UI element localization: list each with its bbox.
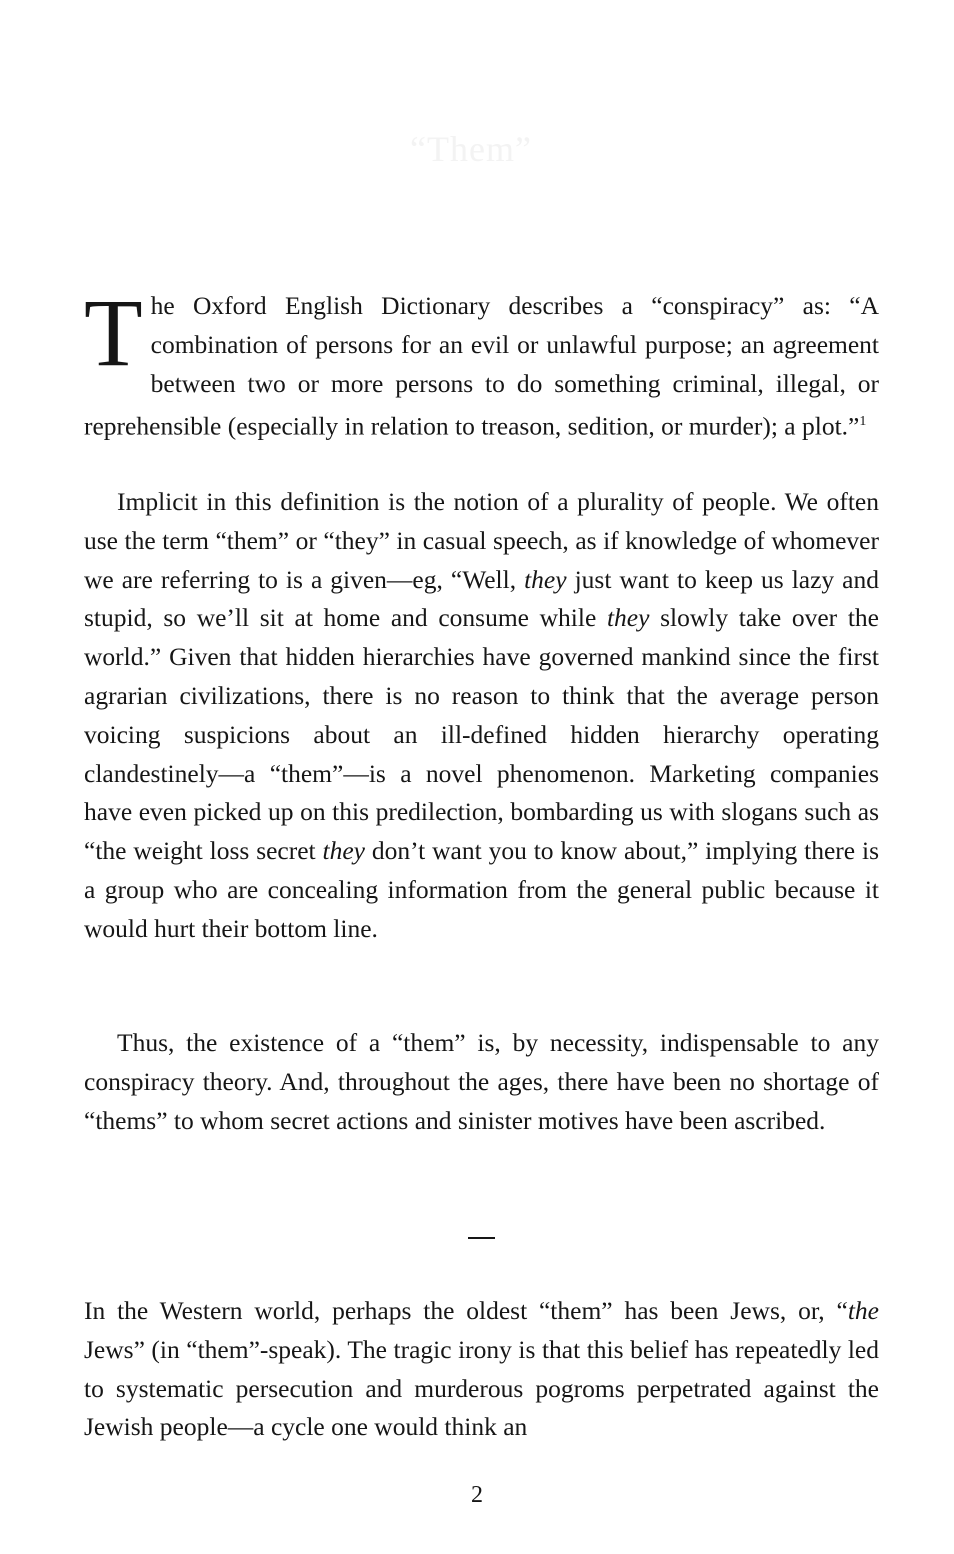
section-break-rule <box>468 1237 495 1239</box>
paragraph-4-text-a: In the Western world, perhaps the oldest “them” has been Jews, or, “ <box>84 1296 848 1325</box>
bleed-through-title: “Them” <box>410 129 532 169</box>
emphasis-the: the <box>847 1296 879 1325</box>
emphasis-they: they <box>606 603 650 633</box>
paragraph-2-text-c: slowly take over the world.” Given that hidden hierarchies have governed mankind since the first agrarian civilizations, there is no reason to think that the average person voicing suspicions about an ill-defined hidden hierarchy operating clandestinely—a “them”—is a novel phenomenon. Marketing companies have even picked up on this predilection, bombarding us with slogans such as “the weight loss secret <box>84 603 879 866</box>
emphasis-they: they <box>322 836 366 866</box>
paragraph-3: Thus, the existence of a “them” is, by necessity, indispensable to any conspiracy theory. And, throughout the ages, there have been no shortage of “thems” to whom secret actions and sinister motives have been ascribed. <box>84 1028 879 1135</box>
paragraph-4 <box>84 1292 879 1447</box>
paragraph-2-text-a: Implicit in this definition is the notion of a plurality of people. We often use the term “them” or “they” in casual speech, as if knowledge of whomever we are referring to is a given—eg, “Well, <box>84 487 879 594</box>
paragraph-1-text: he Oxford English Dictionary describes a “conspiracy” as: “A combination of persons for an evil or unlawful purpose; an agreement between two or more persons to do something criminal, illegal, or reprehensible (especially in relation to treason, sedition, or murder); a plot.” <box>84 291 879 441</box>
paragraph-4-text-b: Jews” (in “them”-speak). The tragic irony is that this belief has repeatedly led to systematic persecution and murderous pogroms perpetrated against the Jewish people—a cycle one would think an <box>84 1334 879 1442</box>
page-number: 2 <box>471 1482 483 1508</box>
drop-cap: T <box>84 279 143 386</box>
paragraph-2 <box>84 483 879 949</box>
paragraph-1 <box>84 279 879 447</box>
emphasis-they: they <box>524 564 567 594</box>
paragraph-2-text-d: don’t want you to know about,” implying there is a group who are concealing information from the general public because it would hurt their bottom line. <box>84 836 880 943</box>
footnote-marker: 1 <box>859 414 867 430</box>
paragraph-2-text-b: just want to keep us lazy and stupid, so we’ll sit at home and consume while <box>84 564 879 633</box>
